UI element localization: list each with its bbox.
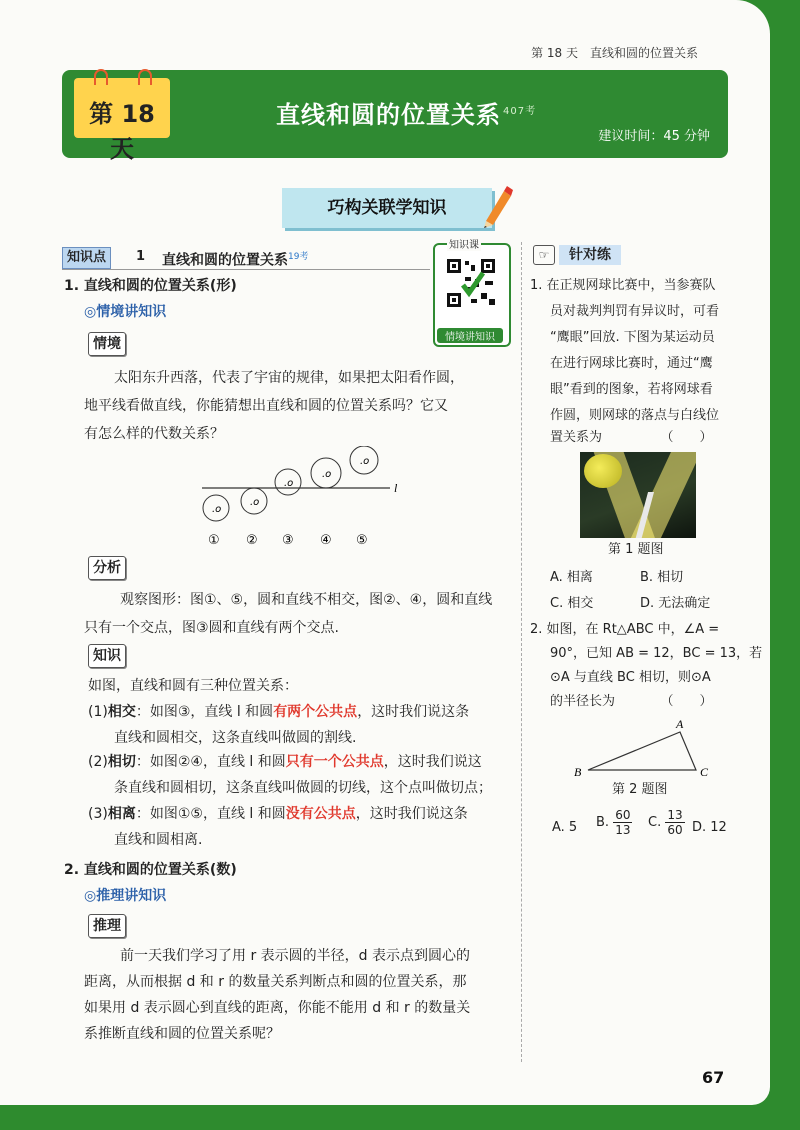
para-1-line-2: 地平线看做直线，你能猜想出直线和圆的位置关系吗？它又: [84, 398, 448, 414]
tennis-ball-icon: [584, 454, 622, 488]
vertex-c-label: C: [700, 765, 709, 779]
para-1-line-1: 太阳东升西落，代表了宇宙的规律，如果把太阳看作圆，: [114, 370, 464, 386]
q1-line-5: 眼”看到的图象，若将网球看: [550, 382, 713, 397]
circle-line-figure: [190, 446, 410, 554]
figure-label-2: ②: [246, 533, 258, 548]
tag-reasoning: 推理: [88, 914, 126, 938]
section-1-heading: 1. 直线和圆的位置关系(形): [64, 278, 237, 294]
section-2-sub: ◎推理讲知识: [84, 888, 167, 904]
hawk-eye-photo: [580, 452, 696, 538]
figure-center-2: .o: [250, 497, 260, 508]
q1-line-3: “鹰眼”回放. 下图为某运动员: [550, 330, 715, 345]
knowledge-point-title: 直线和圆的位置关系$^{19考}$: [162, 252, 309, 269]
day-banner: [62, 70, 728, 163]
q1-option-d: D. 无法确定: [640, 596, 711, 611]
pencil-icon: [478, 185, 514, 229]
triangle-abc: [588, 732, 696, 770]
figure-line-label: l: [394, 481, 398, 495]
figure-center-1: .o: [212, 504, 222, 515]
section-1-sub: ◎情境讲知识: [84, 304, 167, 320]
q1-option-b: B. 相切: [640, 570, 684, 585]
q2-option-a: A. 5: [552, 820, 578, 835]
q2-option-d: D. 12: [692, 820, 727, 835]
running-header: 第 18 天 直线和圆的位置关系: [531, 46, 698, 60]
para-4-line-4: 系推断直线和圆的位置关系呢？: [84, 1026, 280, 1042]
q2-option-b: B. $\frac{60}{13}$: [596, 808, 631, 837]
item-2-line-1: (2)相切：如图②④，直线 l 和圆只有一个公共点，这时我们说这: [88, 754, 482, 770]
figure-label-5: ⑤: [356, 533, 368, 548]
figure-center-5: .o: [360, 456, 370, 467]
item-1-line-2: 直线和圆相交，这条直线叫做圆的割线.: [114, 730, 357, 746]
pointing-hand-icon: ☞: [533, 245, 555, 265]
para-3: 如图，直线和圆有三种位置关系：: [88, 678, 298, 694]
item-3-line-1: (3)相离：如图①⑤，直线 l 和圆没有公共点，这时我们说这条: [88, 806, 468, 822]
title-frequency: 407考: [503, 106, 537, 117]
column-divider: [521, 242, 522, 1062]
para-2-line-2: 只有一个交点，图③圆和直线有两个交点.: [84, 620, 339, 636]
para-2-line-1: 观察图形：图①、⑤，圆和直线不相交，图②、④，圆和直线: [120, 592, 493, 608]
tag-knowledge: 知识: [88, 644, 126, 668]
page-number: 67: [702, 1068, 725, 1087]
q1-option-a: A. 相离: [550, 570, 593, 585]
figure-center-3: .o: [284, 478, 294, 489]
tag-scenario: 情境: [88, 332, 126, 356]
q1-line-6: 作圆，则网球的落点与白线位: [550, 408, 720, 423]
qr-bottom-label: 情境讲知识: [437, 328, 503, 343]
day-tab: [74, 78, 170, 163]
para-4-line-2: 距离，从而根据 d 和 r 的数量关系判断点和圆的位置关系，那: [84, 974, 467, 990]
q1-line-7: 置关系为 （ ）: [550, 430, 713, 445]
section-title: 巧构关联学知识: [282, 188, 492, 228]
q1-line-2: 员对裁判判罚有异议时，可看: [550, 304, 720, 319]
q1-option-c: C. 相交: [550, 596, 594, 611]
vertex-a-label: A: [676, 717, 684, 731]
q2-line-2: 90°，已知 AB = 12，BC = 13，若: [550, 646, 763, 661]
item-2-line-2: 条直线和圆相切，这条直线叫做圆的切线，这个点叫做切点；: [114, 780, 492, 796]
figure-label-1: ①: [208, 533, 220, 548]
knowledge-point-number: 1: [136, 249, 146, 264]
para-4-line-3: 如果用 d 表示圆心到直线的距离，你能不能用 d 和 r 的数量关: [84, 1000, 471, 1016]
q2-line-4: 的半径长为 （ ）: [550, 694, 713, 709]
item-1-line-1: (1)相交：如图③，直线 l 和圆有两个公共点，这时我们说这条: [88, 704, 470, 720]
q1-line-1: 1. 在正规网球比赛中，当参赛队: [530, 278, 716, 293]
figure-label-4: ④: [320, 533, 332, 548]
qr-code-icon[interactable]: [445, 257, 497, 309]
para-1-line-3: 有怎么样的代数关系？: [84, 426, 224, 442]
triangle-figure: [570, 714, 720, 780]
q1-caption: 第 1 题图: [608, 542, 664, 557]
item-3-line-2: 直线和圆相离.: [114, 832, 203, 848]
q2-line-3: ⊙A 与直线 BC 相切，则⊙A: [550, 670, 711, 685]
calendar-ring-icon: [138, 69, 152, 85]
q1-line-4: 在进行网球比赛时，通过“鹰: [550, 356, 713, 371]
tag-analysis: 分析: [88, 556, 126, 580]
chapter-title: 直线和圆的位置关系 $^{407考}$: [276, 101, 537, 129]
section-2-heading: 2. 直线和圆的位置关系(数): [64, 862, 237, 878]
q2-line-1: 2. 如图，在 Rt△ABC 中，∠A =: [530, 622, 720, 637]
day-label: 第 18 天: [89, 100, 155, 163]
q2-caption: 第 2 题图: [612, 782, 668, 797]
figure-center-4: .o: [322, 469, 332, 480]
vertex-b-label: B: [574, 765, 582, 779]
suggested-time: 建议时间：45 分钟: [598, 129, 710, 144]
practice-label: 针对练: [559, 245, 621, 265]
qr-top-label: 知识课: [447, 236, 481, 251]
knowledge-point-tag: 知识点: [62, 247, 111, 269]
calendar-ring-icon: [94, 69, 108, 85]
figure-label-3: ③: [282, 533, 294, 548]
practice-header: [533, 244, 621, 265]
q2-option-c: C. $\frac{13}{60}$: [648, 808, 683, 837]
qr-code-box[interactable]: [433, 240, 511, 347]
knowledge-point-header: [62, 247, 430, 270]
para-4-line-1: 前一天我们学习了用 r 表示圆的半径，d 表示点到圆心的: [120, 948, 470, 964]
